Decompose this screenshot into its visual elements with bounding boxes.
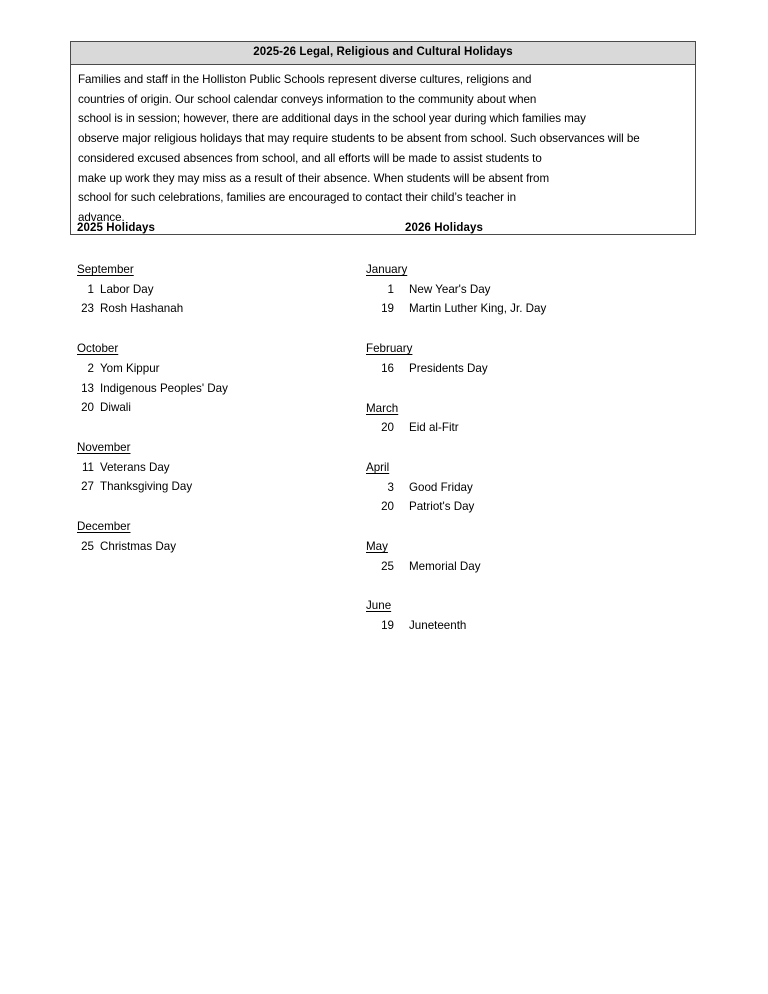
holiday-row — [365, 280, 685, 300]
holiday-row — [365, 478, 685, 498]
holiday-row — [77, 280, 377, 300]
holiday-day: 20 — [381, 421, 394, 435]
holiday-row — [77, 379, 377, 399]
holiday-day: 1 — [387, 282, 394, 296]
holiday-day: 13 — [81, 381, 94, 395]
holiday-row — [77, 398, 377, 418]
holiday-row — [365, 616, 685, 636]
holiday-day: 20 — [81, 401, 94, 415]
holiday-row — [365, 359, 685, 379]
month-name: April — [366, 460, 390, 474]
month-block — [77, 260, 377, 319]
intro-paragraph — [71, 65, 695, 234]
holiday-name: Martin Luther King, Jr. Day — [409, 302, 547, 316]
holiday-day: 3 — [387, 480, 394, 494]
holiday-row — [365, 299, 685, 319]
holiday-name: Veterans Day — [100, 460, 170, 474]
month-name-row — [365, 260, 685, 280]
holiday-name: Yom Kippur — [100, 361, 160, 375]
month-name-row — [365, 537, 685, 557]
holiday-row — [77, 537, 377, 557]
holiday-name: Thanksgiving Day — [100, 480, 193, 494]
holiday-row — [365, 418, 685, 438]
column-heading-2025: 2025 Holidays — [77, 222, 156, 234]
intro-line: Families and staff in the Holliston Public Schools represent diverse cultures, religions and — [78, 73, 532, 86]
month-name-row — [365, 399, 685, 419]
month-block — [365, 596, 685, 635]
holiday-day: 19 — [381, 302, 394, 316]
month-name: September — [77, 263, 134, 276]
holiday-row — [77, 299, 377, 319]
holiday-row — [365, 557, 685, 577]
month-block — [77, 438, 377, 497]
holiday-row — [77, 359, 377, 379]
column-heading-2026: 2026 Holidays — [405, 222, 484, 234]
holiday-day: 25 — [81, 539, 94, 553]
holiday-day: 23 — [81, 302, 94, 316]
intro-box — [70, 41, 696, 235]
holiday-row — [77, 458, 377, 478]
holiday-name: Labor Day — [100, 282, 154, 296]
month-name: February — [366, 342, 413, 356]
month-block — [365, 458, 685, 517]
holiday-name: Christmas Day — [100, 539, 177, 553]
month-block — [365, 399, 685, 438]
month-name: March — [366, 401, 399, 415]
month-name: October — [77, 342, 119, 356]
month-block — [77, 517, 377, 556]
holiday-row — [365, 497, 685, 517]
month-block — [365, 260, 685, 319]
holiday-name: New Year's Day — [409, 282, 491, 296]
month-name-row — [77, 339, 377, 359]
month-block — [77, 339, 377, 418]
holiday-day: 2 — [87, 361, 94, 375]
holiday-day: 1 — [87, 282, 94, 296]
holiday-name: Rosh Hashanah — [100, 302, 184, 316]
holiday-day: 16 — [381, 361, 394, 375]
holiday-name: Juneteenth — [409, 619, 467, 633]
holiday-day: 20 — [381, 500, 394, 514]
holiday-name: Diwali — [100, 401, 131, 415]
holiday-row — [77, 477, 377, 497]
month-name-row — [365, 596, 685, 616]
holiday-name: Indigenous Peoples' Day — [100, 381, 228, 395]
month-block — [365, 339, 685, 378]
intro-line: advance. — [78, 210, 125, 224]
intro-line: considered excused absences from school, and all efforts will be made to assist students to — [78, 151, 542, 165]
holiday-day: 27 — [81, 480, 94, 494]
month-name: December — [77, 520, 131, 534]
holiday-day: 25 — [381, 559, 394, 573]
intro-line: countries of origin. Our school calendar conveys information to the community about when — [78, 92, 537, 106]
intro-line: make up work they may miss as a result of their absence. When students will be absent from — [78, 171, 550, 185]
holiday-name: Good Friday — [409, 480, 473, 494]
month-name-row — [365, 339, 685, 359]
holiday-name: Patriot's Day — [409, 500, 475, 514]
holiday-name: Presidents Day — [409, 361, 488, 375]
month-name-row — [77, 260, 377, 280]
holiday-name: Eid al-Fitr — [409, 421, 459, 435]
month-name: May — [366, 540, 388, 554]
month-block — [365, 537, 685, 576]
holiday-day: 11 — [81, 460, 94, 474]
month-name: November — [77, 440, 131, 454]
holiday-column-2026 — [365, 260, 685, 656]
month-name-row — [77, 438, 377, 458]
document-title: 2025-26 Legal, Religious and Cultural Holidays — [71, 42, 695, 65]
intro-line: school for such celebrations, families are encouraged to contact their child’s teacher in — [78, 191, 517, 205]
month-name: January — [366, 263, 408, 276]
month-name-row — [365, 458, 685, 478]
holiday-name: Memorial Day — [409, 559, 481, 573]
intro-line: school is in session; however, there are additional days in the school year during which families may — [78, 112, 586, 126]
holiday-column-2025 — [77, 260, 377, 576]
month-name-row — [77, 517, 377, 537]
intro-line: observe major religious holidays that may require students to be absent from school. Such observances will be — [78, 132, 640, 146]
holiday-day: 19 — [381, 619, 394, 633]
month-name: June — [366, 599, 392, 613]
